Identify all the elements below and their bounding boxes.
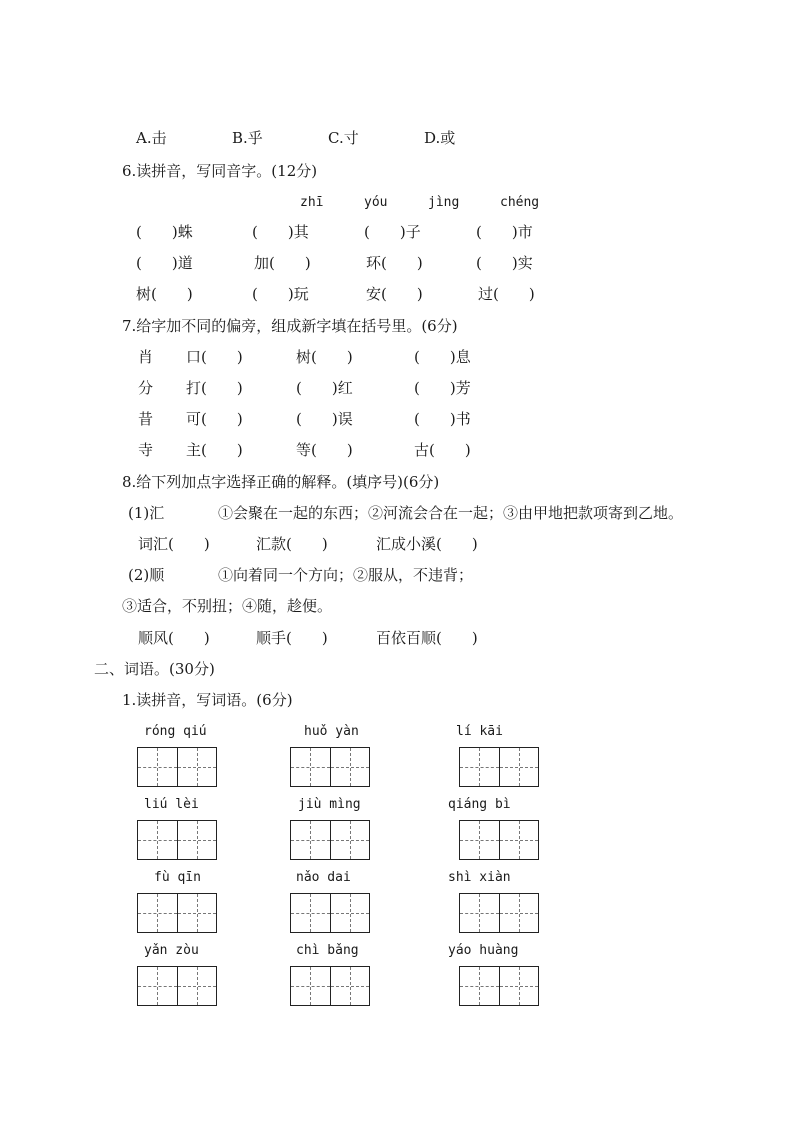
q8-item2-definition-cont: ③适合，不别扭；④随，趁便。 (122, 597, 333, 615)
q7-cell: 肖 (138, 348, 154, 366)
word-pinyin: shì xiàn (448, 870, 511, 885)
q6-cell: 环( ) (366, 254, 423, 272)
q6-pinyin-1: zhī (300, 195, 324, 210)
word-pinyin: jiù mìng (298, 797, 361, 812)
q7-cell: 树( ) (296, 348, 353, 366)
writing-grid[interactable] (137, 893, 217, 933)
q7-cell: 可( ) (186, 410, 243, 428)
q8-item1-definition: ①会聚在一起的东西；②河流会合在一起；③由甲地把款项寄到乙地。 (218, 504, 684, 522)
writing-grid[interactable] (290, 747, 370, 787)
q5-option-c: C.寸 (328, 129, 359, 147)
q7-cell: 昔 (138, 410, 154, 428)
q7-cell: ( )息 (414, 348, 471, 366)
q6-cell: 过( ) (478, 285, 535, 303)
q7-cell: ( )误 (296, 410, 353, 428)
q6-cell: ( )市 (476, 223, 533, 241)
q6-cell: 安( ) (366, 285, 423, 303)
q6-pinyin-2: yóu (364, 195, 388, 210)
word-pinyin: huǒ yàn (304, 724, 359, 739)
writing-grid[interactable] (459, 966, 539, 1006)
q5-option-d: D.或 (424, 129, 456, 147)
section2-q1-title: 1.读拼音，写词语。(6分) (122, 691, 293, 709)
q7-title: 7.给字加不同的偏旁，组成新字填在括号里。(6分) (122, 317, 458, 335)
q6-pinyin-3: jìng (428, 195, 460, 210)
q8-item2-definition: ①向着同一个方向；②服从，不违背； (218, 566, 474, 584)
q8-item2-word: 顺手( ) (256, 629, 328, 647)
word-pinyin: lí kāi (456, 724, 503, 739)
word-pinyin: qiáng bì (448, 797, 511, 812)
writing-grid[interactable] (290, 893, 370, 933)
q6-cell: 树( ) (136, 285, 193, 303)
q8-item2-word: 百依百顺( ) (376, 629, 478, 647)
writing-grid[interactable] (459, 747, 539, 787)
q7-cell: 分 (138, 379, 154, 397)
writing-grid[interactable] (290, 820, 370, 860)
q6-cell: ( )子 (364, 223, 421, 241)
q7-cell: 打( ) (186, 379, 243, 397)
writing-grid[interactable] (137, 966, 217, 1006)
q8-item1-label: (1)汇 (128, 504, 165, 522)
word-pinyin: liú lèi (144, 797, 199, 812)
q7-cell: ( )红 (296, 379, 353, 397)
word-pinyin: yáo huàng (448, 943, 519, 958)
q7-cell: 主( ) (186, 441, 243, 459)
word-pinyin: fù qīn (154, 870, 201, 885)
q8-item1-word: 词汇( ) (138, 535, 210, 553)
q7-cell: ( )书 (414, 410, 471, 428)
q5-option-b: B.乎 (232, 129, 263, 147)
word-pinyin: róng qiú (144, 724, 207, 739)
q6-cell: ( )其 (252, 223, 309, 241)
word-pinyin: nǎo dai (296, 870, 351, 885)
q6-title: 6.读拼音，写同音字。(12分) (122, 162, 318, 180)
q8-item1-word: 汇成小溪( ) (376, 535, 478, 553)
q6-cell: 加( ) (254, 254, 311, 272)
q5-option-a: A.击 (136, 129, 167, 147)
writing-grid[interactable] (459, 893, 539, 933)
q7-cell: ( )芳 (414, 379, 471, 397)
q6-cell: ( )玩 (252, 285, 309, 303)
q7-cell: 口( ) (186, 348, 243, 366)
q6-cell: ( )道 (136, 254, 193, 272)
writing-grid[interactable] (137, 747, 217, 787)
q6-cell: ( )实 (476, 254, 533, 272)
q8-title: 8.给下列加点字选择正确的解释。(填序号)(6分) (122, 473, 440, 491)
q6-pinyin-4: chéng (500, 195, 540, 210)
q7-cell: 古( ) (414, 441, 471, 459)
word-pinyin: yǎn zòu (144, 943, 199, 958)
section2-title: 二、词语。(30分) (94, 660, 215, 678)
word-pinyin: chì bǎng (296, 943, 359, 958)
q8-item1-word: 汇款( ) (256, 535, 328, 553)
writing-grid[interactable] (459, 820, 539, 860)
q7-cell: 等( ) (296, 441, 353, 459)
q6-cell: ( )蛛 (136, 223, 193, 241)
writing-grid[interactable] (137, 820, 217, 860)
writing-grid[interactable] (290, 966, 370, 1006)
q8-item2-word: 顺风( ) (138, 629, 210, 647)
q8-item2-label: (2)顺 (128, 566, 165, 584)
q7-cell: 寺 (138, 441, 154, 459)
